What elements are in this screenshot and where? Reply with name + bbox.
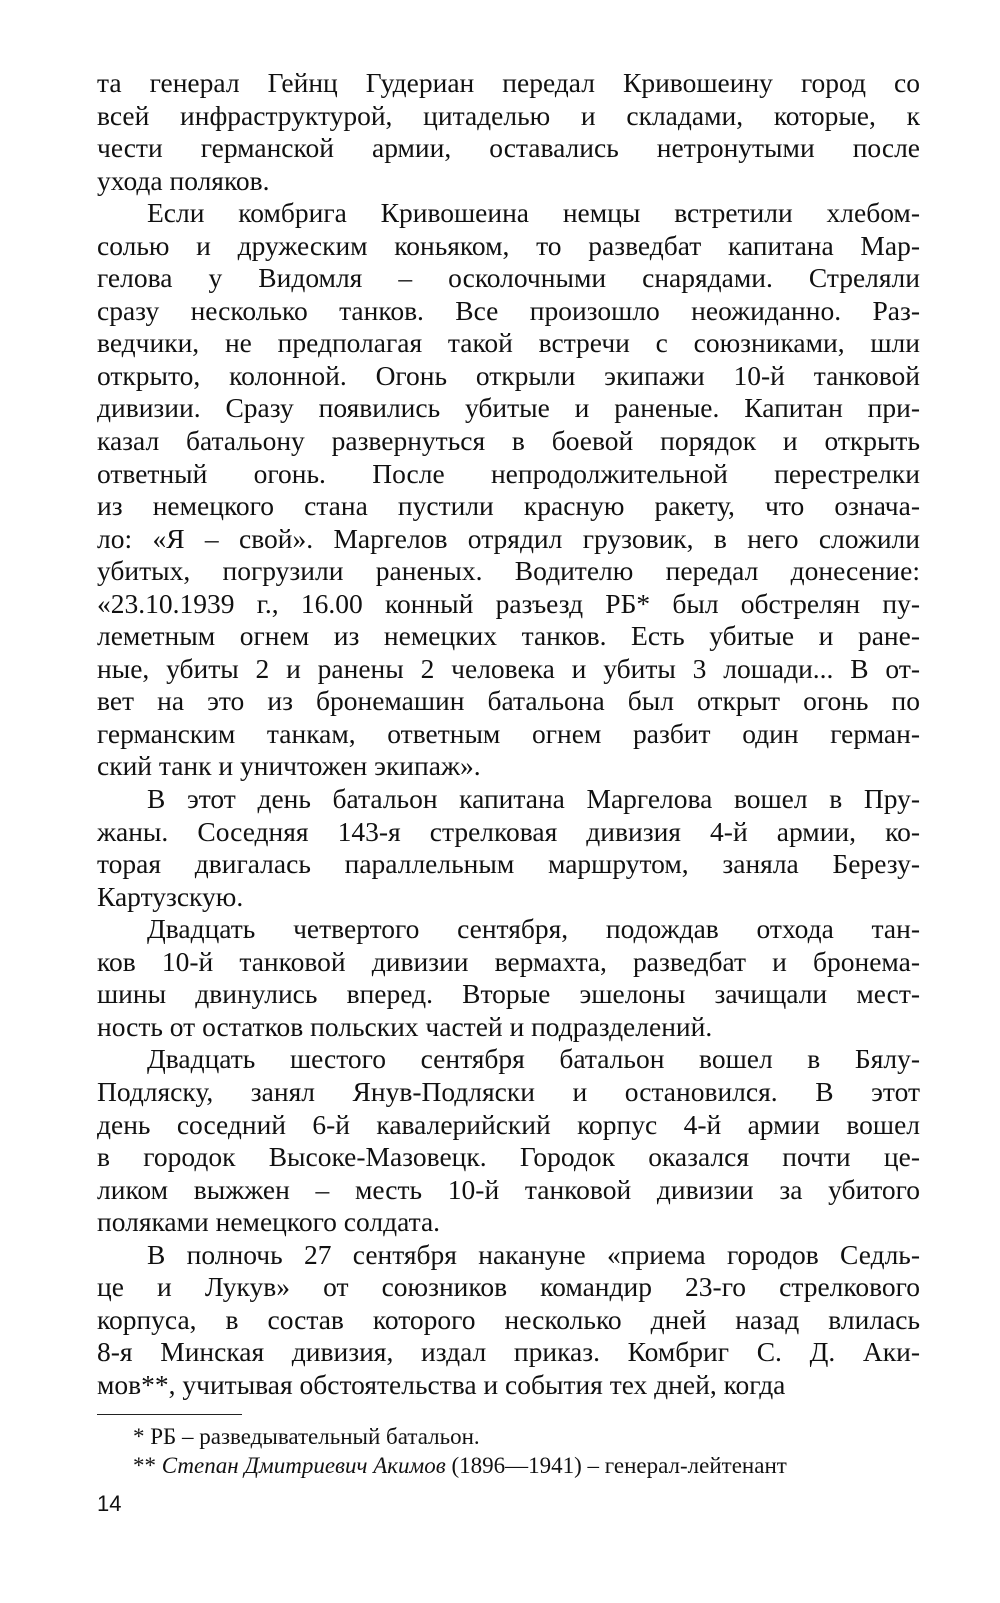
text-line: Двадцать шестого сентября батальон вошел в Бялу-: [147, 1043, 920, 1075]
text-line: в городок Высоке-Мазовецк. Городок оказался почти це-: [97, 1141, 920, 1173]
text-line: Подляску, занял Янув-Подляски и остановился. В этот: [97, 1075, 920, 1107]
text-line: торая двигалась параллельным маршрутом, заняла Березу-: [97, 848, 920, 880]
text-line: поляками немецкого солдата.: [97, 1206, 441, 1238]
text-line: ликом выжжен – месть 10-й танковой дивизии за убитого: [97, 1173, 920, 1205]
body-text: [97, 67, 920, 1401]
text-line: ность от остатков польских частей и подразделений.: [97, 1010, 713, 1042]
text-line: та генерал Гейнц Гудериан передал Кривошеину город со: [97, 67, 920, 98]
footnote-divider: [97, 1414, 242, 1415]
footnote-2-text: (1896—1941) – генерал-лейтенант: [445, 1453, 787, 1478]
text-line: леметным огнем из немецких танков. Есть убитые и ране-: [97, 620, 920, 652]
text-line: шины двинулись вперед. Вторые эшелоны зачищали мест-: [97, 978, 920, 1010]
text-line: мов**, учитывая обстоятельства и события тех дней, когда: [97, 1368, 786, 1400]
page-number: 14: [97, 1491, 122, 1516]
text-line: корпуса, в состав которого несколько дней назад влилась: [97, 1303, 920, 1335]
text-line: ков 10-й танковой дивизии вермахта, разведбат и бронема-: [97, 945, 920, 977]
text-line: В этот день батальон капитана Маргелова вошел в Пру-: [147, 783, 920, 815]
text-line: ухода поляков.: [97, 164, 270, 196]
text-line: В полночь 27 сентября накануне «приема городов Седль-: [147, 1238, 920, 1270]
text-line: открыто, колонной. Огонь открыли экипажи 10-й танковой: [97, 359, 920, 391]
text-line: «23.10.1939 г., 16.00 конный разъезд РБ* был обстрелян пу-: [97, 587, 920, 619]
text-line: Двадцать четвертого сентября, подождав отхода тан-: [147, 913, 920, 945]
text-line: сразу несколько танков. Все произошло неожиданно. Раз-: [97, 294, 920, 326]
text-line: убитых, погрузили раненых. Водителю передал донесение:: [97, 555, 920, 587]
text-line: це и Лукув» от союзников командир 23-го стрелкового: [97, 1271, 920, 1303]
text-line: ло: «Я – свой». Маргелов отрядил грузовик, в него сложили: [97, 522, 920, 554]
text-line: Если комбрига Кривошеина немцы встретили хлебом-: [147, 197, 920, 229]
text-line: жаны. Соседняя 143-я стрелковая дивизия 4-й армии, ко-: [97, 815, 920, 847]
text-line: германским танкам, ответным огнем разбит один герман-: [97, 717, 920, 749]
text-line: ведчики, не предполагая такой встречи с союзниками, шли: [97, 327, 920, 359]
text-line: казал батальону развернуться в боевой порядок и открыть: [97, 425, 920, 457]
text-line: 8-я Минская дивизия, издал приказ. Комбриг С. Д. Аки-: [97, 1336, 920, 1368]
footnote-2-name: Степан Дмитриевич Акимов: [161, 1453, 446, 1478]
text-line: гелова у Видомля – осколочными снарядами. Стреляли: [97, 262, 920, 294]
text-line: вет на это из бронемашин батальона был открыт огонь по: [97, 685, 920, 717]
footnote-1: * РБ – разведывательный батальон.: [133, 1424, 480, 1449]
text-line: Картузскую.: [97, 880, 244, 912]
footnote-2: [133, 1453, 920, 1479]
text-line: ные, убиты 2 и ранены 2 человека и убиты 3 лошади... В от-: [97, 652, 920, 684]
text-line: ский танк и уничтожен экипаж».: [97, 750, 481, 782]
text-line: всей инфраструктурой, цитаделью и складами, которые, к: [97, 99, 920, 131]
text-line: солью и дружеским коньяком, то разведбат капитана Мар-: [97, 229, 920, 261]
text-line: чести германской армии, оставались нетронутыми после: [97, 132, 920, 164]
text-line: ответный огонь. После непродолжительной перестрелки: [97, 457, 920, 489]
text-line: из немецкого стана пустили красную ракету, что означа-: [97, 490, 920, 522]
text-line: дивизии. Сразу появились убитые и раненые. Капитан при-: [97, 392, 920, 424]
text-line: день соседний 6-й кавалерийский корпус 4-й армии вошел: [97, 1108, 920, 1140]
footnote-2-mark: **: [133, 1453, 162, 1478]
